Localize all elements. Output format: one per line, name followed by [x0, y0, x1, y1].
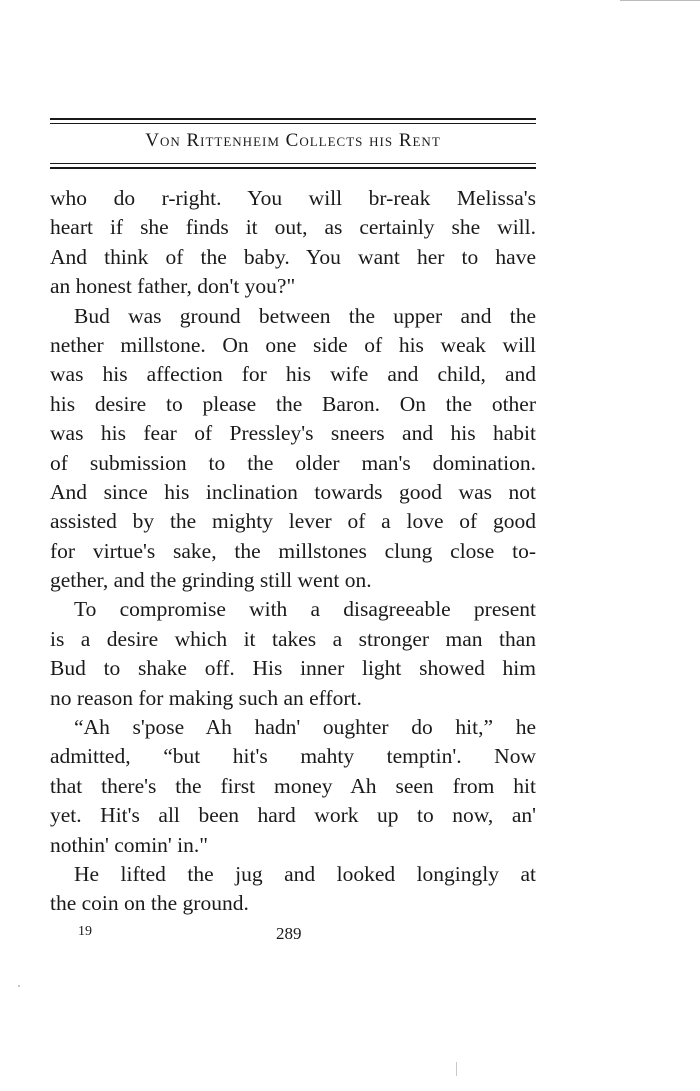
text-line: was his affection for his wife and child, and [50, 362, 536, 387]
text-line: Bud to shake off. His inner light showed him [50, 656, 536, 681]
text-line: that there's the first money Ah seen from hit [50, 773, 536, 798]
scan-speck [456, 1062, 457, 1076]
text-line: gether, and the grinding still went on. [50, 568, 372, 593]
header-rule-bottom-thick [50, 167, 536, 169]
text-line: no reason for making such an effort. [50, 685, 362, 710]
header-rule-bottom-thin [50, 163, 536, 164]
text-line: heart if she finds it out, as certainly she will. [50, 215, 536, 240]
text-line: assisted by the mighty lever of a love of good [50, 509, 536, 534]
text-line: who do r-right. You will br-reak Melissa's [50, 186, 536, 210]
scan-speck [18, 985, 20, 987]
text-line: And since his inclination towards good was not [50, 479, 536, 504]
body-text [50, 184, 536, 919]
header-rule-top-thick [50, 118, 536, 120]
paragraph-first-line: He lifted the jug and looked longingly at [74, 861, 536, 886]
text-line: the coin on the ground. [50, 891, 249, 916]
scan-edge-mark [620, 0, 700, 1]
header-rule-top-thin [50, 123, 536, 124]
text-line: yet. Hit's all been hard work up to now, an' [50, 803, 536, 828]
text-line: is a desire which it takes a stronger man than [50, 626, 536, 651]
page-number: 289 [276, 924, 302, 943]
text-line: his desire to please the Baron. On the other [50, 391, 536, 416]
paragraph-first-line: Bud was ground between the upper and the [74, 303, 536, 328]
text-line: nether millstone. On one side of his weak will [50, 332, 536, 357]
text-line: nothin' comin' in." [50, 832, 209, 857]
paragraph-first-line: “Ah s'pose Ah hadn' oughter do hit,” he [74, 715, 536, 740]
page-footer [0, 924, 700, 948]
text-line: And think of the baby. You want her to have [50, 244, 536, 269]
text-line: admitted, “but hit's mahty temptin'. Now [50, 744, 536, 769]
text-line: an honest father, don't you?" [50, 274, 296, 299]
running-head: Von Rittenheim Collects his Rent [145, 130, 441, 151]
text-line: of submission to the older man's domination. [50, 450, 536, 475]
paragraph-first-line: To compromise with a disagreeable present [74, 597, 536, 622]
text-line: for virtue's sake, the millstones clung close to- [50, 538, 536, 563]
text-line: was his fear of Pressley's sneers and his habit [50, 421, 536, 446]
signature-mark: 19 [78, 924, 92, 939]
